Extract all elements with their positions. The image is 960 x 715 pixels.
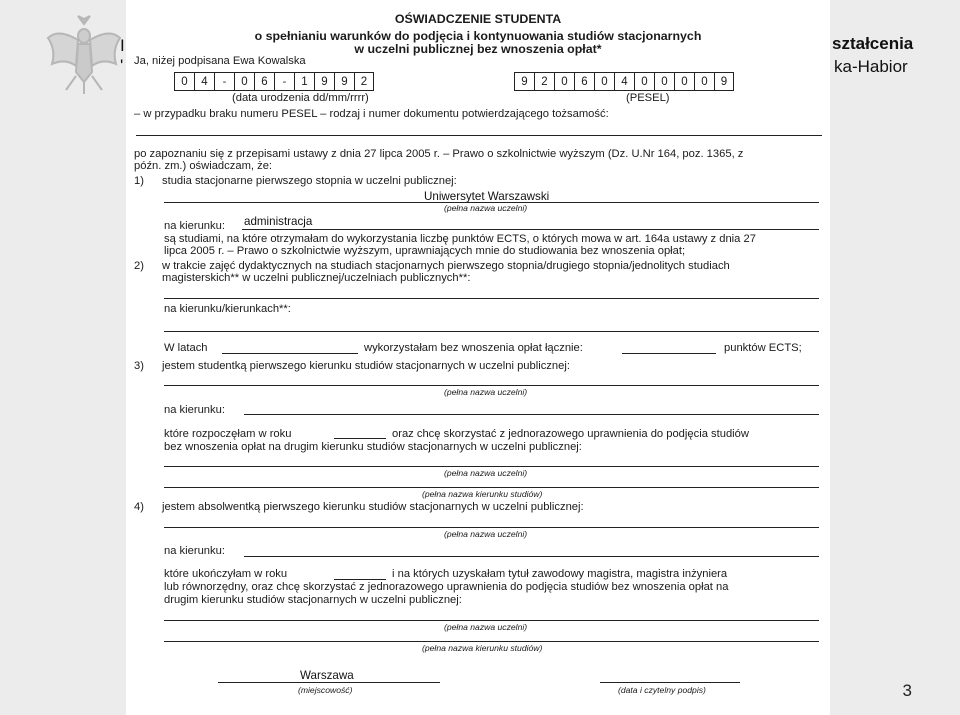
law-text-1: po zapoznaniu się z przepisami ustawy z dnia 27 lipca 2005 r. – Prawo o szkolnictwie wyższym (Dz. U.Nr 164, poz. 1365, z xyxy=(134,148,744,160)
pesel-cell[interactable]: 9 xyxy=(514,72,534,91)
used-without-fees-label: wykorzystałam bez wnoszenia opłat łącznie: xyxy=(364,342,583,354)
section-3-field-line[interactable] xyxy=(244,414,819,415)
birth-date-cell[interactable]: 4 xyxy=(194,72,214,91)
ects-text-1: są studiami, na które otrzymałam do wykorzystania liczbę punktów ECTS, o których mowa w art. 164a ustawy z dnia 27 xyxy=(164,233,756,245)
ects-text-2: lipca 2005 r. – Prawo o szkolnictwie wyższym, uprawniających mnie do studiowania bez wnoszenia opłat; xyxy=(164,245,686,257)
form-subtitle-1: o spełnianiu warunków do podjęcia i kontynuowania studiów stacjonarnych xyxy=(254,29,702,43)
eagle-emblem-icon xyxy=(42,10,126,96)
section-4-field-line[interactable] xyxy=(244,556,819,557)
section-4-finished-text-1: które ukończyłam w roku xyxy=(164,568,288,580)
section-3-started-text-3: bez wnoszenia opłat na drugim kierunku studiów stacjonarnych w uczelni publicznej: xyxy=(164,441,582,453)
section-1-text: studia stacjonarne pierwszego stopnia w uczelni publicznej: xyxy=(162,175,457,187)
section-4-field-label: na kierunku: xyxy=(164,545,225,557)
section-3-second-university-line[interactable] xyxy=(164,466,819,467)
years-line[interactable] xyxy=(222,353,358,354)
section-3-second-university-caption: (pełna nazwa uczelni) xyxy=(444,468,528,478)
pesel-cell[interactable]: 4 xyxy=(614,72,634,91)
identity-document-line[interactable] xyxy=(136,135,822,136)
pesel-cell[interactable]: 2 xyxy=(534,72,554,91)
section-4-number: 4) xyxy=(134,501,144,513)
signature-caption: (data i czytelny podpis) xyxy=(618,685,706,695)
section-4-text: jestem absolwentką pierwszego kierunku studiów stacjonarnych w uczelni publicznej: xyxy=(162,501,584,513)
section-4-finished-text-4: drugim kierunku studiów stacjonarnych w uczelni publicznej: xyxy=(164,594,462,606)
birth-date-cell[interactable]: 0 xyxy=(234,72,254,91)
section-1-field-label: na kierunku: xyxy=(164,220,225,232)
slide-subtitle-fragment: ka-Habior xyxy=(834,57,908,76)
section-2-text-1: w trakcie zajęć dydaktycznych na studiach stacjonarnych pierwszego stopnia/drugiego stopnia/jednolitych studiach xyxy=(162,260,730,272)
section-4-finished-text-2: i na których uzyskałam tytuł zawodowy magistra, magistra inżyniera xyxy=(392,568,728,580)
section-3-university-caption: (pełna nazwa uczelni) xyxy=(444,387,528,397)
pesel-cell[interactable]: 0 xyxy=(554,72,574,91)
pesel-caption: (PESEL) xyxy=(626,92,670,104)
birth-date-boxes xyxy=(174,72,374,91)
finish-year-line[interactable] xyxy=(334,579,386,580)
ects-points-label: punktów ECTS; xyxy=(724,342,802,354)
birth-date-cell[interactable]: 9 xyxy=(314,72,334,91)
law-text-2: późn. zm.) oświadczam, że: xyxy=(134,160,273,172)
pesel-cell[interactable]: 0 xyxy=(634,72,654,91)
birth-date-cell[interactable]: - xyxy=(274,72,294,91)
slide-title-fragment: ształcenia xyxy=(832,34,914,53)
pesel-cell[interactable]: 0 xyxy=(674,72,694,91)
university-value: Uniwersytet Warszawski xyxy=(424,190,550,203)
place-caption: (miejscowość) xyxy=(298,685,353,695)
section-4-second-university-line[interactable] xyxy=(164,620,819,621)
section-2-number: 2) xyxy=(134,260,144,272)
section-4-university-caption: (pełna nazwa uczelni) xyxy=(444,529,528,539)
birth-date-cell[interactable]: 9 xyxy=(334,72,354,91)
pesel-cell[interactable]: 0 xyxy=(654,72,674,91)
years-label: W latach xyxy=(164,342,208,354)
form-subtitle-2: w uczelni publicznej bez wnoszenia opłat* xyxy=(354,42,602,56)
section-2-university-line[interactable] xyxy=(164,298,819,299)
no-pesel-note: – w przypadku braku numeru PESEL – rodzaj i numer dokumentu potwierdzającego tożsamość: xyxy=(134,108,609,120)
section-3-text: jestem studentką pierwszego kierunku studiów stacjonarnych w uczelni publicznej: xyxy=(162,360,570,372)
field-of-study-line[interactable] xyxy=(242,229,819,230)
field-of-study-value: administracja xyxy=(244,215,313,228)
section-3-started-text-1: które rozpoczęłam w roku xyxy=(164,428,292,440)
section-3-field-label: na kierunku: xyxy=(164,404,225,416)
intro-text: Ja, niżej podpisana Ewa Kowalska xyxy=(134,55,306,67)
section-2-text-2: magisterskich** w uczelni publicznej/uczelniach publicznych**: xyxy=(162,272,471,284)
university-caption: (pełna nazwa uczelni) xyxy=(444,203,528,213)
section-3-field-name-caption: (pełna nazwa kierunku studiów) xyxy=(422,489,543,499)
section-3-started-text-2: oraz chcę skorzystać z jednorazowego uprawnienia do podjęcia studiów xyxy=(392,428,749,440)
page-number: 3 xyxy=(902,681,912,700)
pesel-cell[interactable]: 0 xyxy=(594,72,614,91)
section-4-field-name-caption: (pełna nazwa kierunku studiów) xyxy=(422,643,543,653)
birth-date-cell[interactable]: 6 xyxy=(254,72,274,91)
slide-left-fragment-2: ' xyxy=(120,56,124,75)
signature-line[interactable] xyxy=(600,682,740,683)
student-declaration-form xyxy=(126,0,830,715)
start-year-line[interactable] xyxy=(334,438,386,439)
place-value: Warszawa xyxy=(300,669,354,682)
birth-date-cell[interactable]: 2 xyxy=(354,72,374,91)
section-1-number: 1) xyxy=(134,175,144,187)
birth-date-cell[interactable]: 0 xyxy=(174,72,194,91)
section-4-finished-text-3: lub równorzędny, oraz chcę skorzystać z jednorazowego uprawnienia do podjęcia studiów bez wnoszenia opłat na xyxy=(164,581,729,593)
section-3-number: 3) xyxy=(134,360,144,372)
pesel-cell[interactable]: 6 xyxy=(574,72,594,91)
pesel-boxes xyxy=(514,72,734,91)
birth-date-caption: (data urodzenia dd/mm/rrrr) xyxy=(232,92,369,104)
form-title: OŚWIADCZENIE STUDENTA xyxy=(394,12,562,26)
section-4-second-field-line[interactable] xyxy=(164,641,819,642)
pesel-cell[interactable]: 9 xyxy=(714,72,734,91)
birth-date-cell[interactable]: 1 xyxy=(294,72,314,91)
section-2-fields-line[interactable] xyxy=(164,331,819,332)
slide-left-fragment: I xyxy=(120,36,125,55)
section-3-second-field-line[interactable] xyxy=(164,487,819,488)
section-3-university-line[interactable] xyxy=(164,385,819,386)
ects-count-line[interactable] xyxy=(622,353,716,354)
place-line[interactable] xyxy=(218,682,440,683)
pesel-cell[interactable]: 0 xyxy=(694,72,714,91)
section-4-university-line[interactable] xyxy=(164,527,819,528)
birth-date-cell[interactable]: - xyxy=(214,72,234,91)
section-4-second-university-caption: (pełna nazwa uczelni) xyxy=(444,622,528,632)
section-2-fields-label: na kierunku/kierunkach**: xyxy=(164,303,291,315)
